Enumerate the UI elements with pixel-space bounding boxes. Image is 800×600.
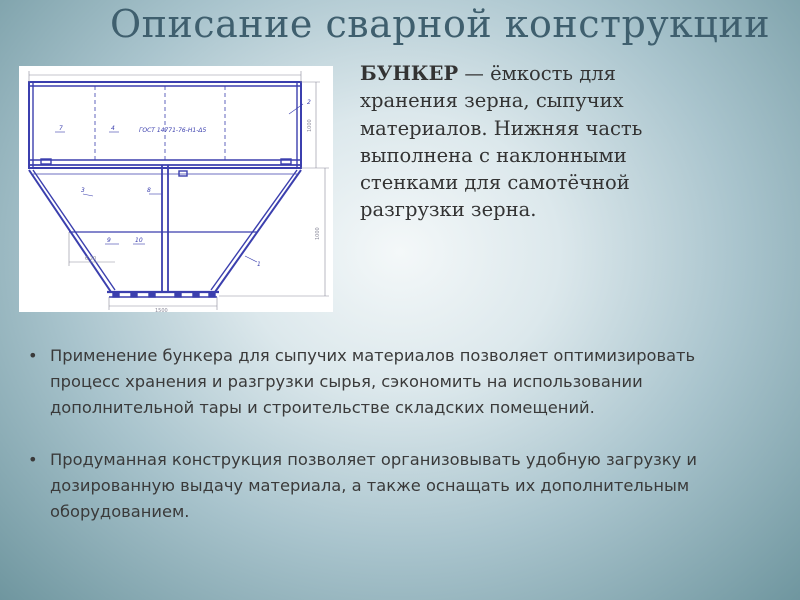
- definition-body: — ёмкость для хранения зерна, сыпучих материалов. Нижняя часть выполнена с наклонными стенками для самотёчной разгрузки зерна.: [360, 62, 643, 222]
- bullet-list: [28, 343, 768, 551]
- bullet-item: [28, 343, 768, 421]
- part-number-3: 3: [81, 187, 85, 194]
- bullet-dot-icon: •: [28, 346, 38, 365]
- part-number-9: 9: [107, 237, 111, 244]
- part-number-10: 10: [135, 237, 143, 244]
- part-number-7-top: 7: [59, 125, 63, 132]
- part-number-4: 4: [111, 125, 115, 132]
- part-number-8: 8: [147, 187, 151, 194]
- bullet-text: Применение бункера для сыпучих материалов позволяет оптимизировать процесс хранения и разгрузки сырья, сэкономить на использовании дополнительной тары и строительстве складских помещений.: [50, 346, 696, 417]
- dimension-label-1: 6,20: [85, 256, 97, 262]
- definition-term: БУНКЕР: [360, 62, 459, 85]
- part-number-2: 2: [307, 99, 311, 106]
- bullet-dot-icon: •: [28, 450, 38, 469]
- dimension-label-4: 1000: [315, 227, 321, 240]
- part-number-1: 1: [257, 261, 261, 268]
- weld-standard-label: ГОСТ 14771-76-Н1-Δ5: [139, 127, 207, 134]
- dimension-label-2: 1500: [155, 308, 168, 312]
- bullet-text: Продуманная конструкция позволяет организовывать удобную загрузку и дозированную выдачу материала, а также оснащать их дополнительным оборудованием.: [50, 450, 697, 521]
- dimension-label-3: 1000: [307, 119, 313, 132]
- bullet-item: [28, 447, 768, 525]
- definition-text: [360, 60, 700, 224]
- page-title: Описание сварной конструкции: [110, 2, 771, 46]
- hopper-drawing-image: [19, 66, 333, 312]
